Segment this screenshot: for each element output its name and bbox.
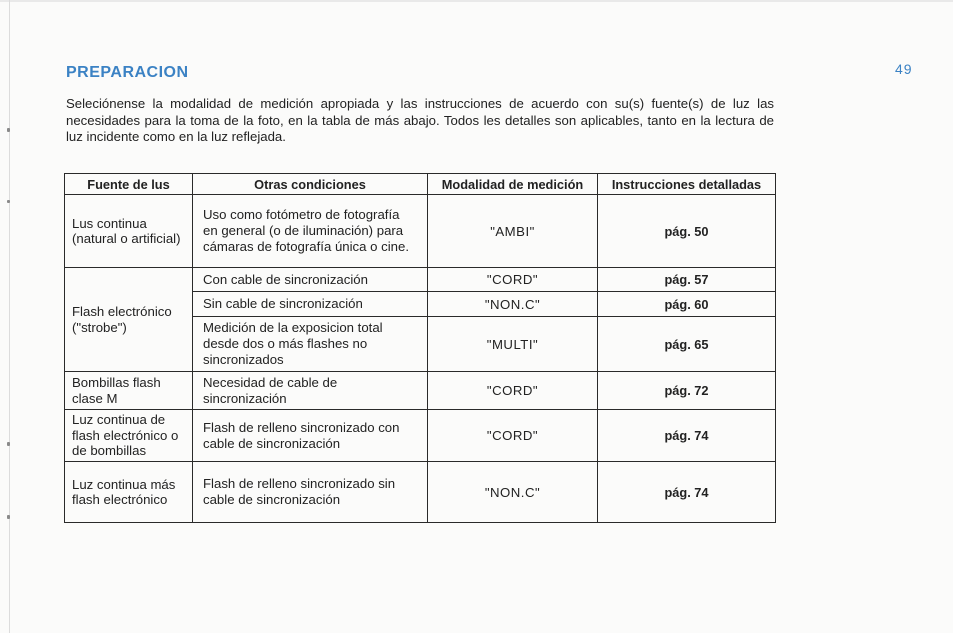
source-cell: Flash electrónico ("strobe") (65, 268, 193, 372)
condition-cell: Medición de la exposicion total desde dos o más flashes no sincronizados (193, 317, 428, 372)
binding-mark (7, 442, 10, 446)
source-cell: Bombillas flash clase M (65, 372, 193, 410)
header-fuente: Fuente de lus (65, 174, 193, 195)
mode-cell: "CORD" (428, 410, 598, 462)
intro-paragraph: Seleciónense la modalidad de medición apropiada y las instrucciones de acuerdo con su(s) fuente(s) de luz las necesidades para la toma de la foto, en la tabla de más abajo. Todos les detalles son aplicables, tanto en la lectura de luz incidente como en la luz reflejada. (66, 96, 774, 144)
table-header-row (65, 174, 776, 195)
source-cell: Luz continua más flash electrónico (65, 462, 193, 523)
table-row (65, 372, 776, 410)
header-modalidad: Modalidad de medición (428, 174, 598, 195)
instructions-cell: pág. 57 (598, 268, 776, 292)
instructions-cell: pág. 50 (598, 195, 776, 268)
page-left-edge (9, 0, 10, 633)
header-otras-condiciones: Otras condiciones (193, 174, 428, 195)
instructions-cell: pág. 72 (598, 372, 776, 410)
instructions-cell: pág. 74 (598, 462, 776, 523)
condition-cell: Sin cable de sincronización (193, 292, 428, 317)
mode-cell: "MULTI" (428, 317, 598, 372)
instructions-cell: pág. 60 (598, 292, 776, 317)
page-number: 49 (895, 61, 913, 77)
condition-cell: Flash de relleno sincronizado sin cable de sincronización (193, 462, 428, 523)
mode-cell: "AMBI" (428, 195, 598, 268)
table-row (65, 410, 776, 462)
instructions-cell: pág. 74 (598, 410, 776, 462)
binding-mark (7, 200, 10, 203)
mode-cell: "NON.C" (428, 462, 598, 523)
header-instrucciones: Instrucciones detalladas (598, 174, 776, 195)
page-top-edge (0, 0, 953, 2)
source-cell: Lus continua (natural o artificial) (65, 195, 193, 268)
instructions-cell: pág. 65 (598, 317, 776, 372)
mode-cell: "NON.C" (428, 292, 598, 317)
condition-cell: Con cable de sincronización (193, 268, 428, 292)
binding-mark (7, 515, 10, 519)
condition-cell: Necesidad de cable de sincronización (193, 372, 428, 410)
table-row (65, 268, 776, 292)
table-row (65, 462, 776, 523)
condition-cell: Uso como fotómetro de fotografía en general (o de iluminación) para cámaras de fotografía única o cine. (193, 195, 428, 268)
binding-mark (7, 128, 10, 132)
table-row (65, 195, 776, 268)
metering-mode-table (64, 173, 776, 523)
mode-cell: "CORD" (428, 372, 598, 410)
mode-cell: "CORD" (428, 268, 598, 292)
page-title: PREPARACION (66, 64, 189, 81)
condition-cell: Flash de relleno sincronizado con cable de sincronización (193, 410, 428, 462)
source-cell: Luz continua de flash electrónico o de bombillas (65, 410, 193, 462)
